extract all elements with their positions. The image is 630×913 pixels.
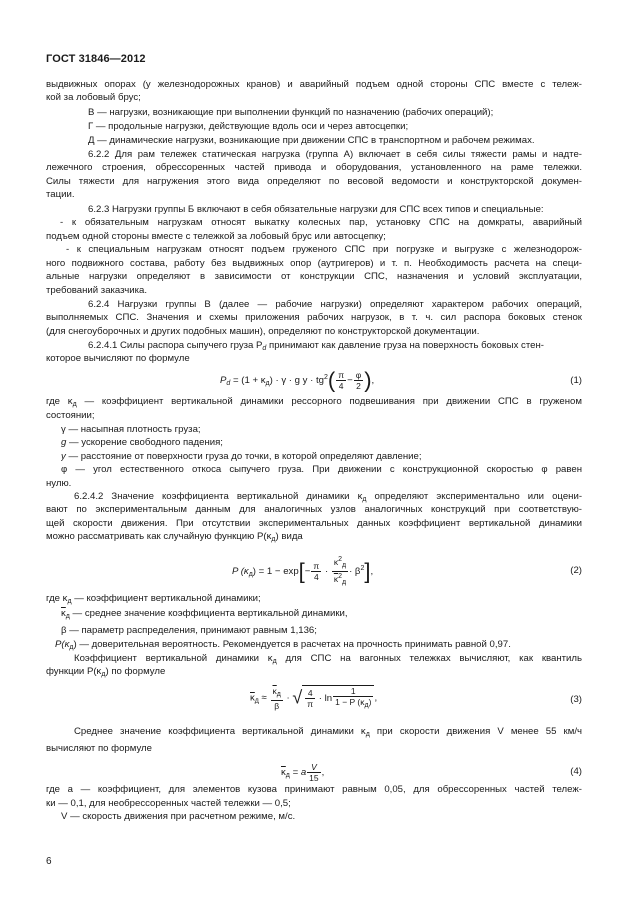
text-span: функции P(κ (46, 666, 102, 677)
def-symbol: y (61, 451, 66, 462)
text-line: подъем одной стороны вместе с тележкой за лобовый брус или автосцепку; (46, 231, 386, 242)
fraction (354, 370, 364, 391)
text-line: V — скорость движения при расчетном режиме, м/с. (61, 811, 296, 822)
eq-text: − (304, 566, 311, 578)
fraction (336, 370, 346, 391)
subscript: д (272, 658, 277, 665)
eq-symbol: P (220, 375, 227, 387)
def-text: — угол естественного откоса сыпучего груза. При движении с конструкционной скоростью φ равен (67, 464, 582, 475)
fraction-den: β (274, 700, 280, 711)
text-span: 6.2.4.2 Значение коэффициента вертикальной динамики κ (74, 491, 363, 502)
eq-superscript: 2 (360, 565, 365, 573)
definition-line (61, 607, 582, 623)
def-text: — насыпная плотность груза; (65, 424, 201, 435)
def-text: — коэффициент вертикальной динамики; (71, 593, 261, 604)
text-line: требований заказчика. (46, 285, 148, 296)
definition-line (61, 450, 582, 463)
def-symbol: P(κ (55, 639, 70, 650)
paren-close: ) (364, 367, 372, 393)
eq-subscript: д (254, 697, 259, 705)
fraction (333, 686, 373, 711)
text-span: ) по формуле (105, 666, 166, 677)
text-line: лежечного строения, обрессоренных частей привода и оборудования, установленного на раме тележки. (46, 162, 582, 173)
text-span: где κ (46, 396, 73, 407)
text-span: при скорости движения V менее 55 км/ч (369, 726, 582, 737)
subscript: д (101, 671, 106, 678)
equation-number-2: (2) (570, 565, 582, 576)
fraction-num: π (338, 370, 345, 380)
k-sub: д (276, 690, 281, 698)
text-span: для СПС на вагонных тележках вычисляют, как квантиль (276, 653, 582, 664)
text-line: Силы тяжести для нагружения этого вида определяют по весовой ведомости и конструкторской докумен- (46, 176, 582, 187)
text-line: 6.2.2 Для рам тележек статическая нагрузка (группа А) включает в себя силы тяжести рамы и надте- (88, 149, 582, 160)
def-symbol: g (61, 437, 67, 448)
eq-text: ≈ (258, 692, 270, 704)
list-item-v: В — нагрузки, возникающие при выполнении функций по назначению (рабочих операций); (88, 107, 494, 118)
def-symbol: $\overline{\kappa}$ (61, 608, 66, 619)
text-line: (для снегоуборочных и других подобных машин), определяют по конструкторской документации. (46, 326, 480, 337)
equation-number-4: (4) (570, 766, 582, 777)
k-sup: 2 (338, 556, 342, 563)
text-span: можно рассматривать как случайную функцию P(κ (46, 531, 272, 542)
definition-line (46, 592, 582, 608)
text-line: выдвижных опорах (у железнодорожных кранов) и аварийный подъем одной стороны СПС вместе с тележ- (46, 79, 582, 90)
k-sub: д (341, 562, 347, 569)
text-line: альные нагрузки определяют в зависимости от конструкции СПС, назначения и условий эксплуатации, (46, 271, 582, 282)
def-text: — ускорение свободного падения; (66, 437, 223, 448)
text-line: состоянии; (46, 410, 95, 421)
fraction (305, 688, 315, 709)
fraction-num: 4 (305, 688, 315, 699)
eq-superscript: 2 (323, 374, 328, 382)
text-line: 6.2.4 Нагрузки группы В (далее — рабочие нагрузки) определяют характером рабочих операций, (88, 299, 582, 310)
den-text: 1 − P (κ (335, 697, 365, 707)
eq-text: ) = 1 − exp (252, 566, 299, 578)
k-sub: д (341, 579, 347, 586)
eq-subscript: д (248, 571, 253, 579)
fraction-den: 4 (313, 572, 319, 582)
equation-number-1: (1) (570, 375, 582, 386)
eq-subscript: д (285, 772, 290, 780)
eq-text: · (283, 692, 293, 704)
eq-subscript: d (226, 380, 231, 388)
text-line: ки — 0,1, для необрессоренных частей тележки — 0,5; (46, 798, 291, 809)
def-subscript: д (65, 613, 70, 620)
fraction (311, 561, 321, 582)
eq-text: = (1 + κ (230, 375, 266, 387)
text-line: выполняемых СПС. Значения и схемы приложения рабочих нагрузок, в т. ч. сил распора боковых стенок (46, 312, 582, 323)
k-sym: κ (333, 557, 339, 567)
def-subscript: д (69, 644, 74, 651)
def-text: ) — доверительная вероятность. Рекомендуется в расчетах на прочность принимать равной 0,97. (73, 639, 511, 650)
subscript: d (262, 345, 267, 352)
fraction-den (332, 572, 348, 588)
bracket-close: ] (364, 558, 371, 584)
sqrt-body (302, 685, 374, 711)
eq-text: = a (289, 767, 307, 779)
eq-subscript: д (265, 380, 270, 388)
subscript: д (271, 536, 276, 543)
text-line: - к специальным нагрузкам относят подъем груженого СПС при погрузке и выгрузке с железнодорож- (66, 244, 582, 255)
text-line: нулю. (46, 478, 72, 489)
list-item-g: Г — продольные нагрузки, действующие вдоль оси и через автосцепки; (88, 121, 409, 132)
page-number: 6 (46, 856, 52, 867)
eq-text: ) · γ · g y · tg (269, 375, 324, 387)
eq-text: · (322, 566, 331, 578)
text-line: щей скорости движения. При отсутствии экспериментальных данных коэффициент вертикальной динамики (46, 518, 582, 529)
fraction-den: π (307, 699, 314, 709)
text-span: — коэффициент вертикальной динамики рессорного подвешивания при движении СПС в груженом (76, 396, 582, 407)
fraction-num (271, 686, 283, 701)
definition-line (61, 436, 582, 449)
subscript: д (362, 496, 367, 503)
fraction (307, 762, 320, 783)
text-span: принимают как давление груза на поверхность боковых стен- (266, 340, 544, 351)
fraction-num (332, 555, 348, 572)
fraction-den: 4 (338, 381, 344, 391)
equation-3 (250, 685, 377, 711)
eq-symbol: P (κ (232, 566, 249, 578)
eq-text: · ln (316, 693, 333, 705)
fraction-num: π (313, 561, 320, 571)
def-symbol: β (61, 625, 67, 636)
equation-number-3: (3) (570, 694, 582, 705)
eq-text: − (347, 375, 353, 387)
document-header: ГОСТ 31846—2012 (46, 53, 146, 65)
text-line: где a — коэффициент, для элементов кузова принимают равным 0,05, для обрессоренных частей тележ- (46, 784, 582, 795)
text-line: - к обязательным нагрузкам относят выкатку колесных пар, установку СПС на домкраты, аварийный (60, 217, 582, 228)
fraction (332, 555, 348, 588)
def-text: — параметр распределения, принимают равным 1,136; (66, 625, 317, 636)
definition-line (61, 423, 582, 436)
subscript: д (72, 401, 77, 408)
fraction-den: 2 (356, 381, 361, 391)
bracket-open: [ (298, 558, 305, 584)
text-line: 6.2.3 Нагрузки группы Б включают в себя обязательные нагрузки для СПС всех типов и специальные: (88, 204, 544, 215)
eq-text: , (371, 375, 375, 387)
eq-symbol: $\overline{\kappa}$ (281, 767, 286, 779)
text-span: Среднее значение коэффициента вертикальной динамики κ (74, 726, 366, 737)
equation-1 (220, 367, 375, 393)
equation-2 (232, 555, 373, 588)
fraction-num: φ (355, 370, 362, 380)
text-line: ного подвижного состава, работу без выдвижных опор (аутригеров) и т. п. Необходимость расчета на специ- (46, 258, 582, 269)
sqrt-sign: √ (292, 687, 303, 708)
def-symbol: φ (61, 464, 68, 475)
k-sup: 2 (338, 573, 342, 580)
fraction-den: 15 (309, 773, 319, 783)
den-sub: д (364, 702, 369, 709)
eq-symbol: $\overline{\kappa}$ (250, 692, 255, 704)
paren-open: ( (327, 367, 336, 393)
subscript: д (365, 731, 370, 738)
text-line: вают по экспериментальным данным для аналогичных узлов аналогичных конструкций при соответствую- (46, 504, 582, 515)
text-line (46, 665, 582, 681)
list-item-d: Д — динамические нагрузки, возникающие при движении СПС в транспортном и рабочем режимах. (88, 135, 535, 146)
definition-line (61, 463, 582, 476)
def-symbol: γ (61, 424, 66, 435)
def-text: — среднее значение коэффициента вертикальной динамики, (69, 608, 348, 619)
equation-4 (281, 762, 324, 783)
eq-text: , (321, 767, 325, 779)
text-line: кой за лобовый брус; (46, 92, 141, 103)
text-span: 6.2.4.1 Силы распора сыпучего груза P (88, 340, 263, 351)
eq-text: , (374, 692, 378, 704)
text-span: ) вида (275, 531, 303, 542)
eq-text: , (370, 566, 374, 578)
def-symbol: где κ (46, 593, 68, 604)
text-line (74, 725, 582, 741)
def-subscript: д (67, 598, 72, 605)
k-sym: $\overline{\kappa}$ (272, 685, 277, 696)
fraction-num: V (307, 762, 320, 773)
text-line: вычисляют по формуле (46, 743, 152, 754)
text-line: которое вычисляют по формуле (46, 353, 190, 364)
k-sym: $\overline{\kappa}$ (333, 574, 339, 584)
def-text: — расстояние от поверхности груза до точки, в которой определяют давление; (65, 451, 422, 462)
eq-text: · β (349, 566, 361, 578)
fraction-num: 1 (333, 686, 373, 697)
fraction (271, 686, 283, 711)
den-tail: ) (368, 697, 372, 707)
text-span: определяют экспериментально или оцени- (366, 491, 582, 502)
definition-line (61, 624, 582, 637)
text-line (46, 530, 582, 546)
fraction-den (333, 697, 373, 711)
text-line: тации. (46, 189, 75, 200)
text-span: Коэффициент вертикальной динамики κ (74, 653, 273, 664)
